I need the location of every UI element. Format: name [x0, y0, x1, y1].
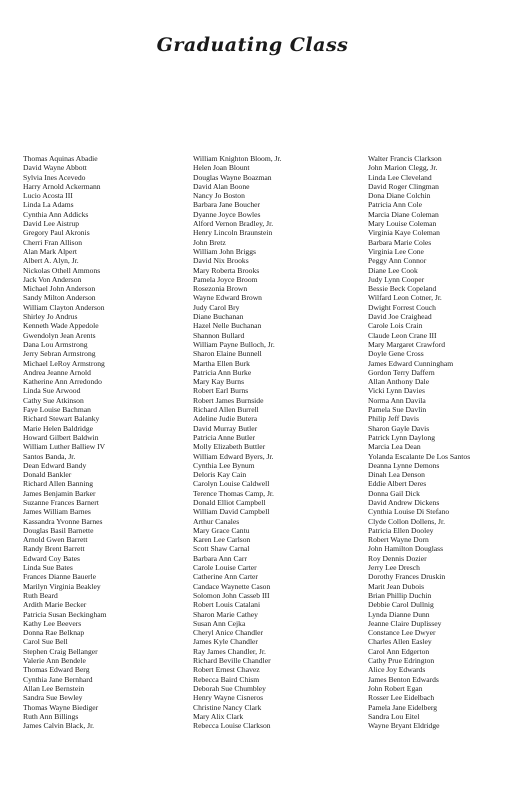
graduate-name: Marcia Lea Dean [368, 442, 421, 452]
name-column-3 [368, 154, 503, 730]
graduate-name: Linda La Adams [23, 200, 74, 210]
graduate-name: William Payne Bulloch, Jr. [193, 339, 275, 349]
graduate-name: Rosser Lee Eidelbach [368, 693, 435, 703]
graduate-name: Jerry Lee Dresch [368, 563, 420, 573]
graduate-name: Carol Sue Bell [23, 637, 68, 647]
graduate-name: Arthur Canales [193, 516, 240, 526]
graduate-name: Faye Louise Bachman [23, 405, 91, 415]
graduate-name: Thomas Aquinas Abadie [23, 154, 98, 163]
graduate-name: Donna Gail Dick [368, 488, 420, 498]
graduate-name: Mary Louise Coleman [368, 219, 437, 229]
graduate-name: Cynthia Jane Bernhard [23, 674, 93, 684]
graduate-name: James Calvin Black, Jr. [23, 721, 95, 731]
graduate-name: Allan Lee Bernstein [23, 683, 85, 693]
graduate-name: Pamela Joyce Broom [193, 274, 258, 284]
graduate-name: Marcia Diane Coleman [368, 209, 439, 219]
graduate-name: Valerie Ann Bendele [23, 656, 86, 666]
graduate-name: Nickolas Othell Ammons [23, 265, 101, 275]
graduate-name: Cynthia Louise Di Stefano [368, 507, 450, 517]
graduate-name: David Alan Boone [193, 181, 250, 191]
graduate-name: Ruth Beard [23, 590, 58, 600]
graduate-name: Linda Lee Cleveland [368, 172, 432, 182]
graduate-name: Bessie Beck Copeland [368, 284, 437, 294]
graduate-name: John Robert Egan [368, 683, 423, 693]
graduate-name: Deloris Kay Cain [193, 470, 247, 480]
graduate-name: Donald Bankler [23, 470, 72, 480]
graduate-name: Marilyn Virginia Beakley [23, 581, 101, 591]
graduate-name: Sandra Sue Bewley [23, 693, 83, 703]
graduate-name: Solomon John Casseb III [193, 590, 270, 600]
graduate-name: Alan Mark Alpert [23, 246, 77, 256]
graduate-name: Rosezonia Brown [193, 284, 248, 294]
graduate-name: Thomas Wayne Biediger [23, 702, 99, 712]
graduate-name: Richard Allen Banning [23, 479, 94, 489]
graduate-name: Patricia Ann Cole [368, 200, 422, 210]
graduate-name: Suzanne Frances Barnert [23, 497, 99, 507]
graduate-name: Deanna Lynne Demons [368, 460, 440, 470]
graduate-name: William Luther Balliew IV [23, 442, 106, 452]
graduate-name: Hazel Nelle Buchanan [193, 321, 262, 331]
graduate-name: Scott Shaw Carnal [193, 544, 250, 554]
graduate-name: Jerry Sebran Armstrong [23, 349, 96, 359]
graduate-name: Debbie Carol Dullnig [368, 600, 434, 610]
graduate-name: Albert A. Alyn, Jr. [23, 256, 79, 266]
graduate-name: Dinah Lea Denson [368, 470, 425, 480]
graduate-name: Dwight Forrest Couch [368, 302, 436, 312]
graduate-name: James Benjamin Barker [23, 488, 96, 498]
graduate-name: Alice Joy Edwards [368, 665, 426, 675]
graduate-name: Rebecca Louise Clarkson [193, 721, 271, 731]
graduate-name: James Benton Edwards [368, 674, 439, 684]
graduate-name: Judy Lynn Cooper [368, 274, 425, 284]
graduate-name: David Wayne Abbott [23, 163, 87, 173]
graduate-name: James Kyle Chandler [193, 637, 258, 647]
graduate-name: Henry Wayne Cisneros [193, 693, 264, 703]
graduate-name: Robert James Burnside [193, 395, 264, 405]
graduate-name: Linda Sue Arwood [23, 386, 81, 396]
graduate-name: Robert Ernest Chavez [193, 665, 260, 675]
graduate-name: Donna Rae Belknap [23, 628, 85, 638]
graduate-name: Rebecca Baird Chism [193, 674, 260, 684]
graduate-name: Charles Allen Easley [368, 637, 432, 647]
graduate-name: Linda Sue Bates [23, 563, 73, 573]
page-title: Graduating Class [156, 34, 349, 56]
graduate-name: James William Barnes [23, 507, 91, 517]
graduate-name: Dyanne Joyce Bowles [193, 209, 261, 219]
graduate-name: Michael John Anderson [23, 284, 96, 294]
graduate-name: Virginia Kaye Coleman [368, 228, 440, 238]
graduate-name: Carole Lois Crain [368, 321, 423, 331]
graduate-name: David Andrew Dickens [368, 497, 440, 507]
graduate-name: Richard Beville Chandler [193, 656, 271, 666]
graduate-name: Pamela Sue Davlin [368, 405, 427, 415]
graduate-name: Peggy Ann Connor [368, 256, 427, 266]
graduate-name: Michael LeRoy Armstrong [23, 358, 105, 368]
graduate-name: Katherine Ann Arredondo [23, 377, 102, 387]
graduate-name: Henry Lincoln Braunstein [193, 228, 273, 238]
graduate-name: Sharon Marie Cathey [193, 609, 258, 619]
graduate-name: Christine Nancy Clark [193, 702, 262, 712]
graduate-name: Catherine Ann Carter [193, 572, 258, 582]
graduate-name: Thomas Edward Berg [23, 665, 90, 675]
graduate-name: Judy Carol Bry [193, 302, 240, 312]
graduate-name: Barbara Ann Carr [193, 553, 247, 563]
graduate-name: Gwendolyn Jean Arents [23, 330, 96, 340]
graduate-name: Douglas Basil Barnette [23, 525, 94, 535]
graduate-name: Wilfard Leon Cotner, Jr. [368, 293, 442, 303]
graduate-name: Richard Stewart Balanky [23, 414, 100, 424]
graduate-name: David Murray Butler [193, 423, 258, 433]
graduate-name: Martha Ellen Burk [193, 358, 250, 368]
graduate-name: Virginia Lee Cone [368, 246, 424, 256]
graduate-name: Mary Alix Clark [193, 711, 244, 721]
graduate-name: Cherri Fran Allison [23, 237, 83, 247]
graduate-name: Gordon Terry Daffern [368, 367, 435, 377]
graduate-name: Patricia Ellen Dooley [368, 525, 434, 535]
graduate-name: William Edward Byers, Jr. [193, 451, 274, 461]
graduate-name: Vicki Lynn Davies [368, 386, 425, 396]
graduate-name: Cathy Prue Edrington [368, 656, 435, 666]
graduate-name: Wayne Edward Brown [193, 293, 262, 303]
graduate-name: Shirley Jo Andrus [23, 312, 78, 322]
graduate-name: Diane Buchanan [193, 312, 244, 322]
graduate-name: Philip Jeff Davis [368, 414, 419, 424]
graduate-name: Donald Elliot Campbell [193, 497, 266, 507]
graduate-name: Doyle Gene Cross [368, 349, 424, 359]
graduate-name: Patrick Lynn Daylong [368, 432, 436, 442]
graduate-name: Frances Dianne Bauerle [23, 572, 96, 582]
graduate-name: William David Campbell [193, 507, 270, 517]
graduate-name: William Clayton Anderson [23, 302, 105, 312]
graduate-name: Wayne Bryant Eldridge [368, 721, 440, 731]
graduate-name: David Joe Craighead [368, 312, 432, 322]
graduate-name: Santos Banda, Jr. [23, 451, 76, 461]
graduate-name: Norma Ann Davila [368, 395, 426, 405]
graduate-name: Walter Francis Clarkson [368, 154, 442, 163]
graduate-name: Patricia Ann Burke [193, 367, 252, 377]
graduate-name: James Edward Cunningham [368, 358, 454, 368]
graduate-name: Alford Vernon Bradley, Jr. [193, 219, 274, 229]
graduate-name: Barbara Marie Coles [368, 237, 432, 247]
graduate-name: Diane Lee Cook [368, 265, 418, 275]
graduate-name: Roy Dennis Dozier [368, 553, 427, 563]
graduate-name: Terence Thomas Camp, Jr. [193, 488, 274, 498]
graduate-name: Cynthia Ann Addicks [23, 209, 89, 219]
graduate-name: Robert Louis Catalani [193, 600, 261, 610]
graduate-name: Howard Gilbert Baldwin [23, 432, 99, 442]
graduate-name: Sharon Elaine Bunnell [193, 349, 262, 359]
graduate-name: Mary Roberta Brooks [193, 265, 260, 275]
graduate-name: Stephen Craig Bellanger [23, 646, 98, 656]
graduate-name: Patricia Anne Butler [193, 432, 255, 442]
graduate-name: Robert Earl Burns [193, 386, 249, 396]
graduate-name: Ray James Chandler, Jr. [193, 646, 266, 656]
graduate-name: Helen Joan Blount [193, 163, 250, 173]
graduate-name: Mary Grace Cantu [193, 525, 250, 535]
graduate-name: Marie Helen Baldridge [23, 423, 94, 433]
graduate-name: Nancy Jo Boston [193, 191, 245, 201]
graduate-name: Jeanne Claire Duplissey [368, 618, 442, 628]
graduate-name: David Roger Clingman [368, 181, 439, 191]
graduate-name: Kenneth Wade Appedole [23, 321, 99, 331]
graduate-name: Dona Diane Colchin [368, 191, 431, 201]
graduate-name: Jack Von Anderson [23, 274, 82, 284]
graduate-name: Carolyn Louise Caldwell [193, 479, 270, 489]
graduate-name: John Hamilton Douglass [368, 544, 444, 554]
graduate-name: Cheryl Anice Chandler [193, 628, 264, 638]
graduate-name: David Nix Brooks [193, 256, 249, 266]
graduate-name: Shannon Bullard [193, 330, 245, 340]
graduate-name: Randy Brent Barrett [23, 544, 85, 554]
graduate-name: Susan Ann Cejka [193, 618, 246, 628]
graduate-name: John Marion Clegg, Jr. [368, 163, 438, 173]
graduate-name: Brian Phillip Duchin [368, 590, 432, 600]
graduate-name: Ruth Ann Billings [23, 711, 79, 721]
graduate-name: Edward Coy Bates [23, 553, 80, 563]
graduate-name: Allan Anthony Dale [368, 377, 430, 387]
graduate-name: Pamela Jane Eidelberg [368, 702, 438, 712]
graduate-name: Dana Lou Armstrong [23, 339, 88, 349]
graduate-name: William John Briggs [193, 246, 256, 256]
graduate-name: Molly Elizabeth Buttler [193, 442, 266, 452]
graduate-name: John Bretz [193, 237, 226, 247]
graduate-name: Arnold Gwen Barrett [23, 535, 88, 545]
graduate-name: Douglas Wayne Boazman [193, 172, 272, 182]
graduate-name: David Lee Aistrup [23, 219, 80, 229]
graduate-name: Mary Kay Burns [193, 377, 245, 387]
graduate-name: Patricia Susan Beckingham [23, 609, 107, 619]
graduate-name: Lucio Acosta III [23, 191, 73, 201]
graduate-name: Lynda Dianne Dunn [368, 609, 430, 619]
graduate-name: Dean Edward Bandy [23, 460, 87, 470]
graduate-name: Sandy Milton Anderson [23, 293, 96, 303]
graduate-name: Kassandra Yvonne Barnes [23, 516, 103, 526]
graduate-name: Clyde Collon Dollens, Jr. [368, 516, 445, 526]
graduate-name: William Knighton Bloom, Jr. [193, 154, 282, 163]
graduate-name: Claude Leon Crane III [368, 330, 437, 340]
graduate-name: Barbara Jane Boucher [193, 200, 261, 210]
name-column-2 [193, 154, 358, 730]
graduate-name: Dorothy Frances Druskin [368, 572, 446, 582]
graduate-name: Cathy Sue Atkinson [23, 395, 84, 405]
graduate-name: Kathy Lee Beevers [23, 618, 82, 628]
graduate-name: Mary Margaret Crawford [368, 339, 446, 349]
graduate-name: Candace Waynette Cason [193, 581, 271, 591]
graduate-name: Marit Jean Dubois [368, 581, 425, 591]
graduate-name: Sylvia Ines Acevedo [23, 172, 86, 182]
graduate-name: Cynthia Lee Bynum [193, 460, 255, 470]
graduate-name: Sharon Gayle Davis [368, 423, 430, 433]
graduate-name: Andrea Jeanne Arnold [23, 367, 91, 377]
graduate-name: Carole Louise Carter [193, 563, 257, 573]
graduate-name: Deborah Sue Chumbley [193, 683, 266, 693]
graduate-name: Constance Lee Dwyer [368, 628, 436, 638]
graduate-name: Karen Lee Carlson [193, 535, 251, 545]
graduate-name: Robert Wayne Dorn [368, 535, 429, 545]
graduate-name: Sandra Lou Eitel [368, 711, 420, 721]
graduate-name: Gregory Paul Akronis [23, 228, 90, 238]
graduate-name: Adeline Judie Butera [193, 414, 258, 424]
graduate-name: Carol Ann Edgerton [368, 646, 430, 656]
graduate-name: Harry Arnold Ackermann [23, 181, 101, 191]
name-column-1 [23, 154, 173, 730]
graduate-name: Eddie Albert Deres [368, 479, 427, 489]
graduate-name: Richard Allen Burrell [193, 405, 259, 415]
graduate-name: Ardith Marie Becker [23, 600, 87, 610]
graduate-name: Yolanda Escalante De Los Santos [368, 451, 471, 461]
